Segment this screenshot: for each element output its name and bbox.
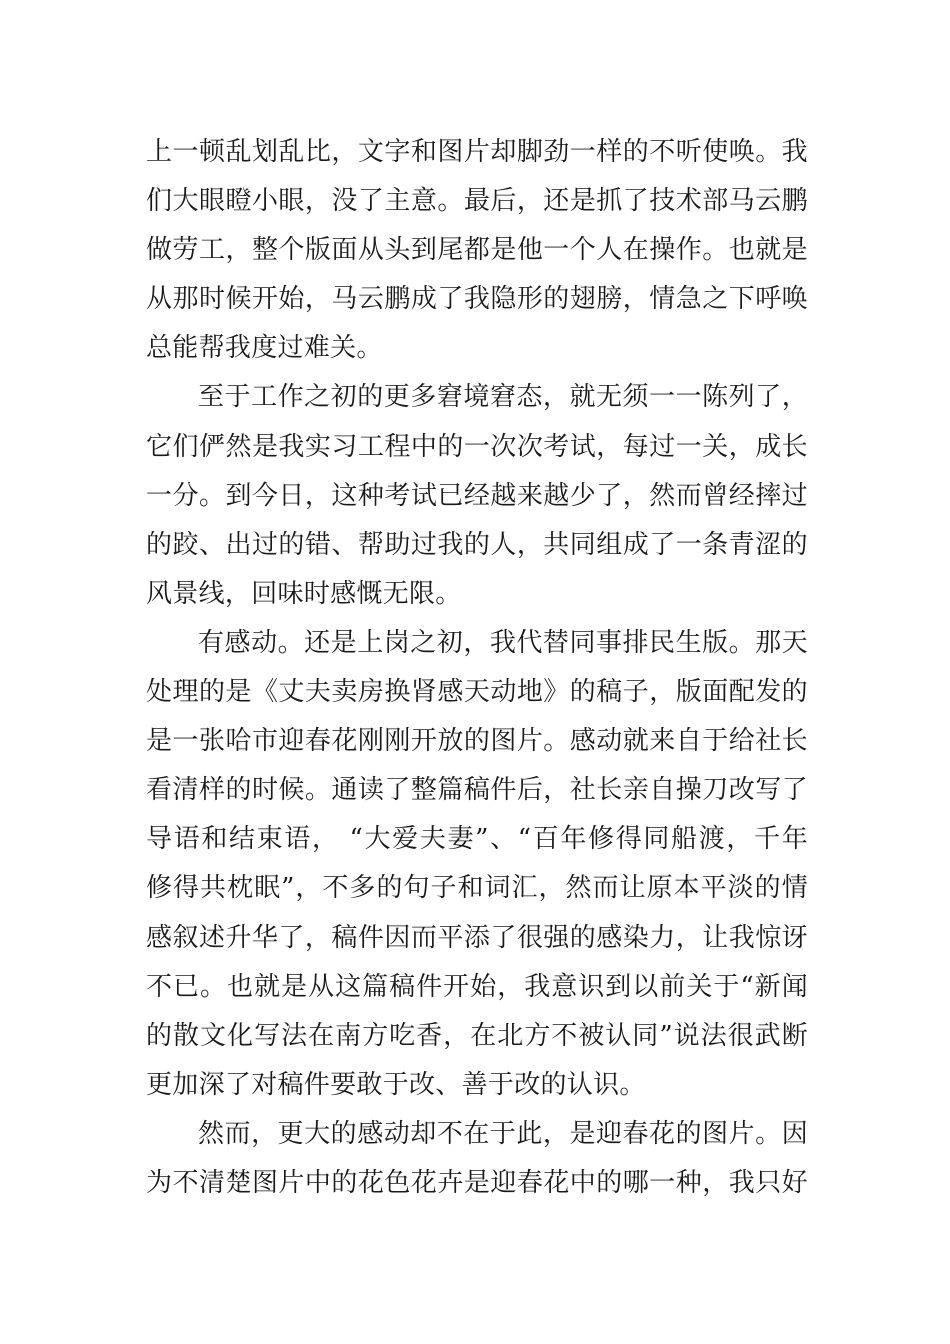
text-line: 感叙述升华了，稿件因而平添了很强的感染力，让我惊讶	[146, 922, 808, 953]
text-line: 看清样的时候。通读了整篇稿件后，社长亲自操刀改写了	[146, 775, 808, 806]
text-line: 的散文化写法在南方吃香，在北方不被认同”说法很武断	[146, 1020, 808, 1051]
text-line: 为不清楚图片中的花色花卉是迎春花中的哪一种，我只好	[146, 1167, 808, 1198]
text-line: 修得共枕眠”，不多的句子和词汇，然而让原本平淡的情	[146, 873, 808, 904]
text-line: 处理的是《丈夫卖房换肾感天动地》的稿子，版面配发的	[146, 677, 808, 708]
paragraph-first-line: 至于工作之初的更多窘境窘态，就无须一一陈列了，	[198, 382, 808, 413]
text-line: 从那时候开始，马云鹏成了我隐形的翅膀，情急之下呼唤	[146, 284, 808, 315]
text-line: 总能帮我度过难关。	[146, 333, 383, 364]
paragraph-first-line: 有感动。还是上岗之初，我代替同事排民生版。那天	[198, 627, 808, 658]
text-line: 不已。也就是从这篇稿件开始，我意识到以前关于“新闻	[146, 971, 808, 1002]
text-line: 导语和结束语， “大爱夫妻”、“百年修得同船渡，千年	[146, 824, 808, 855]
text-line: 一分。到今日，这种考试已经越来越少了，然而曾经摔过	[146, 480, 808, 511]
text-line: 是一张哈市迎春花刚刚开放的图片。感动就来自于给社长	[146, 726, 808, 757]
text-line: 做劳工，整个版面从头到尾都是他一个人在操作。也就是	[146, 235, 808, 266]
text-line: 们大眼瞪小眼，没了主意。最后，还是抓了技术部马云鹏	[146, 186, 808, 217]
text-line: 更加深了对稿件要敢于改、善于改的认识。	[146, 1069, 646, 1100]
document-body	[146, 128, 808, 1208]
paragraph-first-line: 然而，更大的感动却不在于此，是迎春花的图片。因	[198, 1118, 808, 1149]
text-line: 风景线，回味时感慨无限。	[146, 578, 462, 609]
text-line: 的跤、出过的错、帮助过我的人，共同组成了一条青涩的	[146, 529, 808, 560]
text-line: 它们俨然是我实习工程中的一次次考试，每过一关，成长	[146, 431, 808, 462]
text-line: 上一顿乱划乱比，文字和图片却脚劲一样的不听使唤。我	[146, 137, 808, 167]
